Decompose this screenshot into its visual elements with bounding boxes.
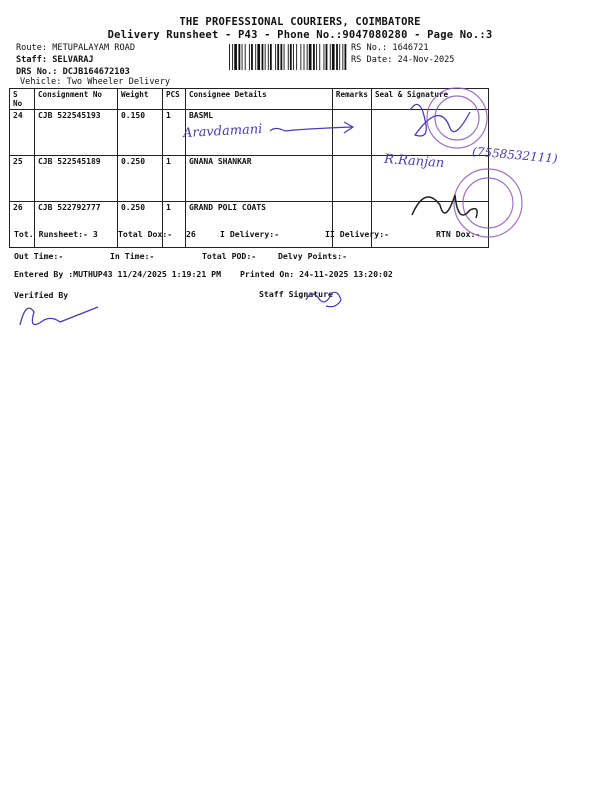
cell-pcs: 1 — [162, 110, 185, 156]
company-title: THE PROFESSIONAL COURIERS, COIMBATORE — [179, 16, 421, 28]
verified-signature-icon — [20, 307, 98, 325]
delvy-points: Delvy Points:- — [278, 251, 348, 261]
total-pod: Total POD:- — [202, 251, 257, 261]
cell-sno: 24 — [10, 110, 35, 156]
cell-weight: 0.250 — [117, 202, 162, 248]
staff-signature-label: Staff Signature — [259, 289, 333, 299]
staff-signature-icon — [306, 292, 341, 306]
signature-row3-icon — [412, 195, 477, 218]
total-dox-value: 26 — [186, 229, 196, 239]
cell-pcs: 1 — [162, 156, 185, 202]
stamp-icon — [454, 169, 522, 237]
cell-sno: 25 — [10, 156, 35, 202]
cell-weight: 0.150 — [117, 110, 162, 156]
drs-number: DRS No.: DCJB164672103 — [16, 67, 130, 77]
cell-consignment: CJB 522545189 — [34, 156, 117, 202]
col-consignment: Consignment No — [34, 89, 117, 110]
col-consignee: Consignee Details — [185, 89, 332, 110]
col-pcs: PCS — [162, 89, 185, 110]
in-time: In Time:- — [110, 251, 155, 261]
handwritten-receiver-row1: Aravdamani — [182, 121, 263, 142]
stamp-icon — [427, 88, 487, 148]
vehicle-text: Vehicle: Two Wheeler Delivery — [20, 77, 171, 87]
rs-date: RS Date: 24-Nov-2025 — [351, 55, 455, 65]
rtn-dox: RTN Dox:- — [436, 229, 481, 239]
i-delivery: I Delivery:- — [220, 229, 280, 239]
cell-sno: 26 — [10, 202, 35, 248]
col-seal: Seal & Signature — [371, 89, 488, 110]
out-time: Out Time:- — [14, 251, 64, 261]
col-weight: Weight — [117, 89, 162, 110]
cell-weight: 0.250 — [117, 156, 162, 202]
cell-pcs: 1 — [162, 202, 185, 248]
col-remarks: Remarks — [332, 89, 371, 110]
entered-by: Entered By :MUTHUP43 11/24/2025 1:19:21 PM — [14, 269, 222, 279]
arrow-icon — [270, 122, 353, 133]
runsheet-subtitle: Delivery Runsheet - P43 - Phone No.:9047080280 - Page No.:3 — [107, 29, 493, 41]
handwritten-phone-row2: (7558532111) — [471, 144, 559, 166]
rs-number: RS No.: 1646721 — [351, 43, 429, 53]
ii-delivery: II Delivery:- — [325, 229, 390, 239]
cell-consignee: BASML — [185, 110, 332, 156]
verified-by-label: Verified By — [14, 290, 69, 300]
cell-consignment: CJB 522792777 — [34, 202, 117, 248]
tot-runsheet: Tot. Runsheet:- 3 — [14, 229, 98, 239]
cell-consignee: GRAND POLI COATS — [185, 202, 332, 248]
staff-text: Staff: SELVARAJ — [16, 55, 94, 65]
cell-consignment: CJB 522545193 — [34, 110, 117, 156]
cell-consignee: GNANA SHANKAR — [185, 156, 332, 202]
route-text: Route: METUPALAYAM ROAD — [16, 43, 135, 53]
total-dox-label: Total Dox:- — [118, 229, 173, 239]
col-sno: S No — [10, 89, 35, 110]
handwritten-receiver-row2: R.Ranjan — [383, 151, 445, 172]
printed-on: Printed On: 24-11-2025 13:20:02 — [240, 269, 393, 279]
